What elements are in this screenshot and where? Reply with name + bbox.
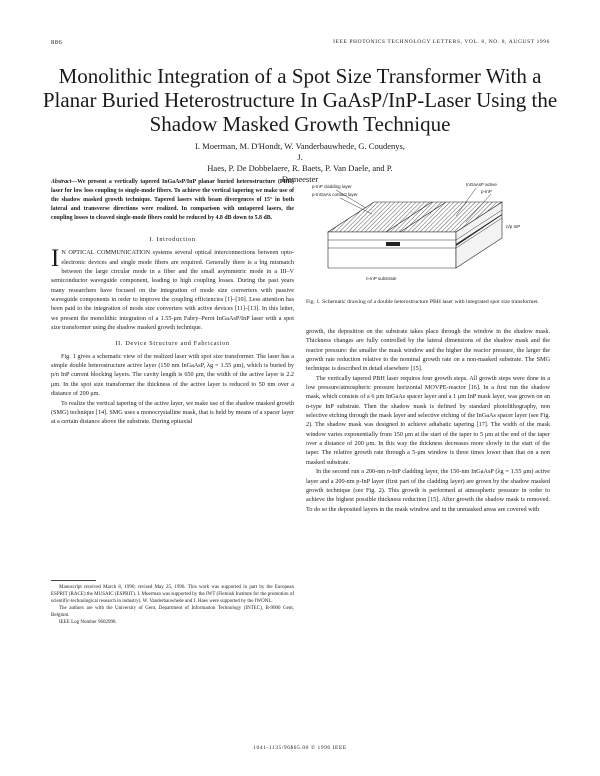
abstract-label: Abstract— <box>51 179 78 185</box>
intro-heading: I. Introduction <box>149 236 196 243</box>
caption-text: Schematic drawing of a double heterostructure PBH laser with integrated spot size transformer. <box>322 299 539 305</box>
left-column <box>51 178 294 427</box>
fig-label-cap: p-InP <box>481 189 492 194</box>
author-line-2: Haes, P. De Dobbelaere, R. Baets, P. Van Daele, and P. Demeester <box>207 163 393 184</box>
page-number: 886 <box>51 39 63 46</box>
fig-label-contact: p-InGaAs contact layer <box>312 192 358 197</box>
fig-label-cladding: p-InP cladding layer <box>312 184 352 189</box>
paper-title: Monolithic Integration of a Spot Size Transformer With a Planar Buried Heterostructure In GaAsP/InP-Laser Using the Shadow Masked Growth Technique <box>42 64 558 136</box>
right-paragraph-1: growth, the deposition on the substrate takes place through the window in the shadow mask. Thickness changes are fully controlled by the lateral dimensions of the shadow mask and the reactor pressure: the smaller the mask window and the higher the reactor pressure, the larger the growth rate reduction relative to the nominal growth rate on a non-masked substrate. The SMG technique is described in detail elsewhere [15]. <box>306 328 550 373</box>
caption-label: Fig. 1. <box>306 299 321 305</box>
front-face <box>328 232 456 268</box>
footnote-affiliation: The authors are with the University of Gent, Department of Information Technology (INTEC), B-9000 Gent, Belgium. <box>51 606 294 618</box>
footnote-rule <box>51 580 96 581</box>
running-head: IEEE PHOTONICS TECHNOLOGY LETTERS, VOL. 8, NO. 8, AUGUST 1996 <box>333 39 550 45</box>
intro-text: N OPTICAL COMMUNICATION systems several optical interconnections between opto-electronic devices and single mode fibers are required. Generally there is a big mismatch between the large circular mode in a fiber and the small asymmetric mode in a III–V semiconductor waveguide component, leading to high coupling losses. During the past years many researchers have focused on the integration of mode size converters with passive waveguide components in order to improve the coupling efficiencies [1]–[10]. Less attention has been paid to the integration of mode size converters with active devices [11]–[13]. In this letter, we present the monolithic integration of a 1.55-μm Fabry–Perot InGaAsP/InP laser with a spot size transformer using the shadow masked growth technique. <box>51 249 294 332</box>
drop-cap: I <box>51 245 60 273</box>
footnote-log-number: IEEE Log Number 9602998. <box>59 620 117 625</box>
author-line-1: I. Moerman, M. D'Hondt, W. Vanderbauwhede, G. Coudenys, J. <box>195 141 405 162</box>
copyright-line: 1041-1135/96$05.00 © 1996 IEEE <box>253 745 347 751</box>
laser-block <box>328 202 502 268</box>
figure-1-caption <box>306 298 550 306</box>
figure-1-drawing <box>306 176 550 292</box>
right-paragraph-3: In the second run a 200-nm n-InP cladding layer, the 150-nm InGaAsP (λg = 1.55 μm) active layer and a 200-nm p-InP layer (first part of the cladding layer) are grown by the shadow masked growth technique (see Fig. 2). This growth is performed at atmospheric pressure in order to achieve the highest possible thickness reduction [15]. After growth the shadow mask is removed. To do so the deposited layers in the mask window and in the unmasked areas are covered with <box>306 468 550 513</box>
right-column <box>306 327 550 514</box>
abstract-text: We present a vertically tapered InGaAsP/InP planar buried heterostructure (PBH) laser for low loss coupling to single-mode fibers. To achieve the vertical tapering we make use of the shadow masked growth technique. Tapered lasers with beam divergences of 15° in both lateral and transverse directions were realized. In comparison with untapered lasers, the coupling losses to cleaved single-mode fibers could be reduced by 4.8 dB down to 5.8 dB. <box>51 179 294 221</box>
intro-paragraph <box>51 245 294 332</box>
abstract <box>51 178 294 223</box>
active-stripe <box>386 242 400 246</box>
footnotes <box>51 584 294 626</box>
device-heading: II. Device Structure and Fabrication <box>115 340 230 348</box>
fig-label-substrate: n-InP substrate <box>366 276 397 281</box>
fig-label-active: InGaAsP active <box>466 182 497 187</box>
footnote-received: Manuscript received March 8, 1996; revised May 25, 1996. This work was supported in part by the European ESPRIT (RACE) the MUSAIC (ESPRIT). I. Moerman was supported by the IWT (Flemish Institute for the promotion of scientific-technological research in industry). W. Vanderbauwhede and J. Haes were supported by the IWONL. <box>51 585 294 604</box>
right-paragraph-2: The vertically tapered PBH laser requires four growth steps. All growth steps were done in a low pressure/atmospheric pressure horizontal MOVPE-reactor [16]. In a first run the shadow mask, which consists of a 6 μm InGaAs spacer layer and a 1 μm InP mask layer, was grown on an n-type InP substrate. Then the shadow mask is defined by standard photolithography, non selective etching through the mask layer and selective etching of the InGaAs spacer layer (see Fig. 2). The shadow mask was designed to achieve adiabatic tapering [17]. The width of the mask window varies exponentially from 150 μm at the start of the taper to 5 μm at the end of the taper over a distance of 200 μm. In this way the thickness decreases more slowly in the start of the taper. The relative growth rate through a 5-μm window is three times lower than that on a non masked substrate. <box>306 374 550 466</box>
device-paragraph-1: Fig. 1 gives a schematic view of the realized laser with spot size transformer. The laser has a simple double heterostructure active layer (150 nm InGaAsP, λg = 1.55 μm), which is buried by p/n InP current blocking layers. The cavity length is 650 μm, the width of the active layer is 2.2 μm. In the spot size transformer the thickness of the active layer is reduced to 50 nm over a distance of 200 μm. <box>51 352 294 398</box>
device-paragraph-2: To realize the vertical tapering of the active layer, we make use of the shadow masked growth (SMG) technique [14]. SMG uses a monocrystalline mask, that is held by means of a spacer layer at a certain distance above the substrate. During epitaxial <box>51 399 294 426</box>
fig-label-blocking: n/p InP <box>506 224 521 229</box>
